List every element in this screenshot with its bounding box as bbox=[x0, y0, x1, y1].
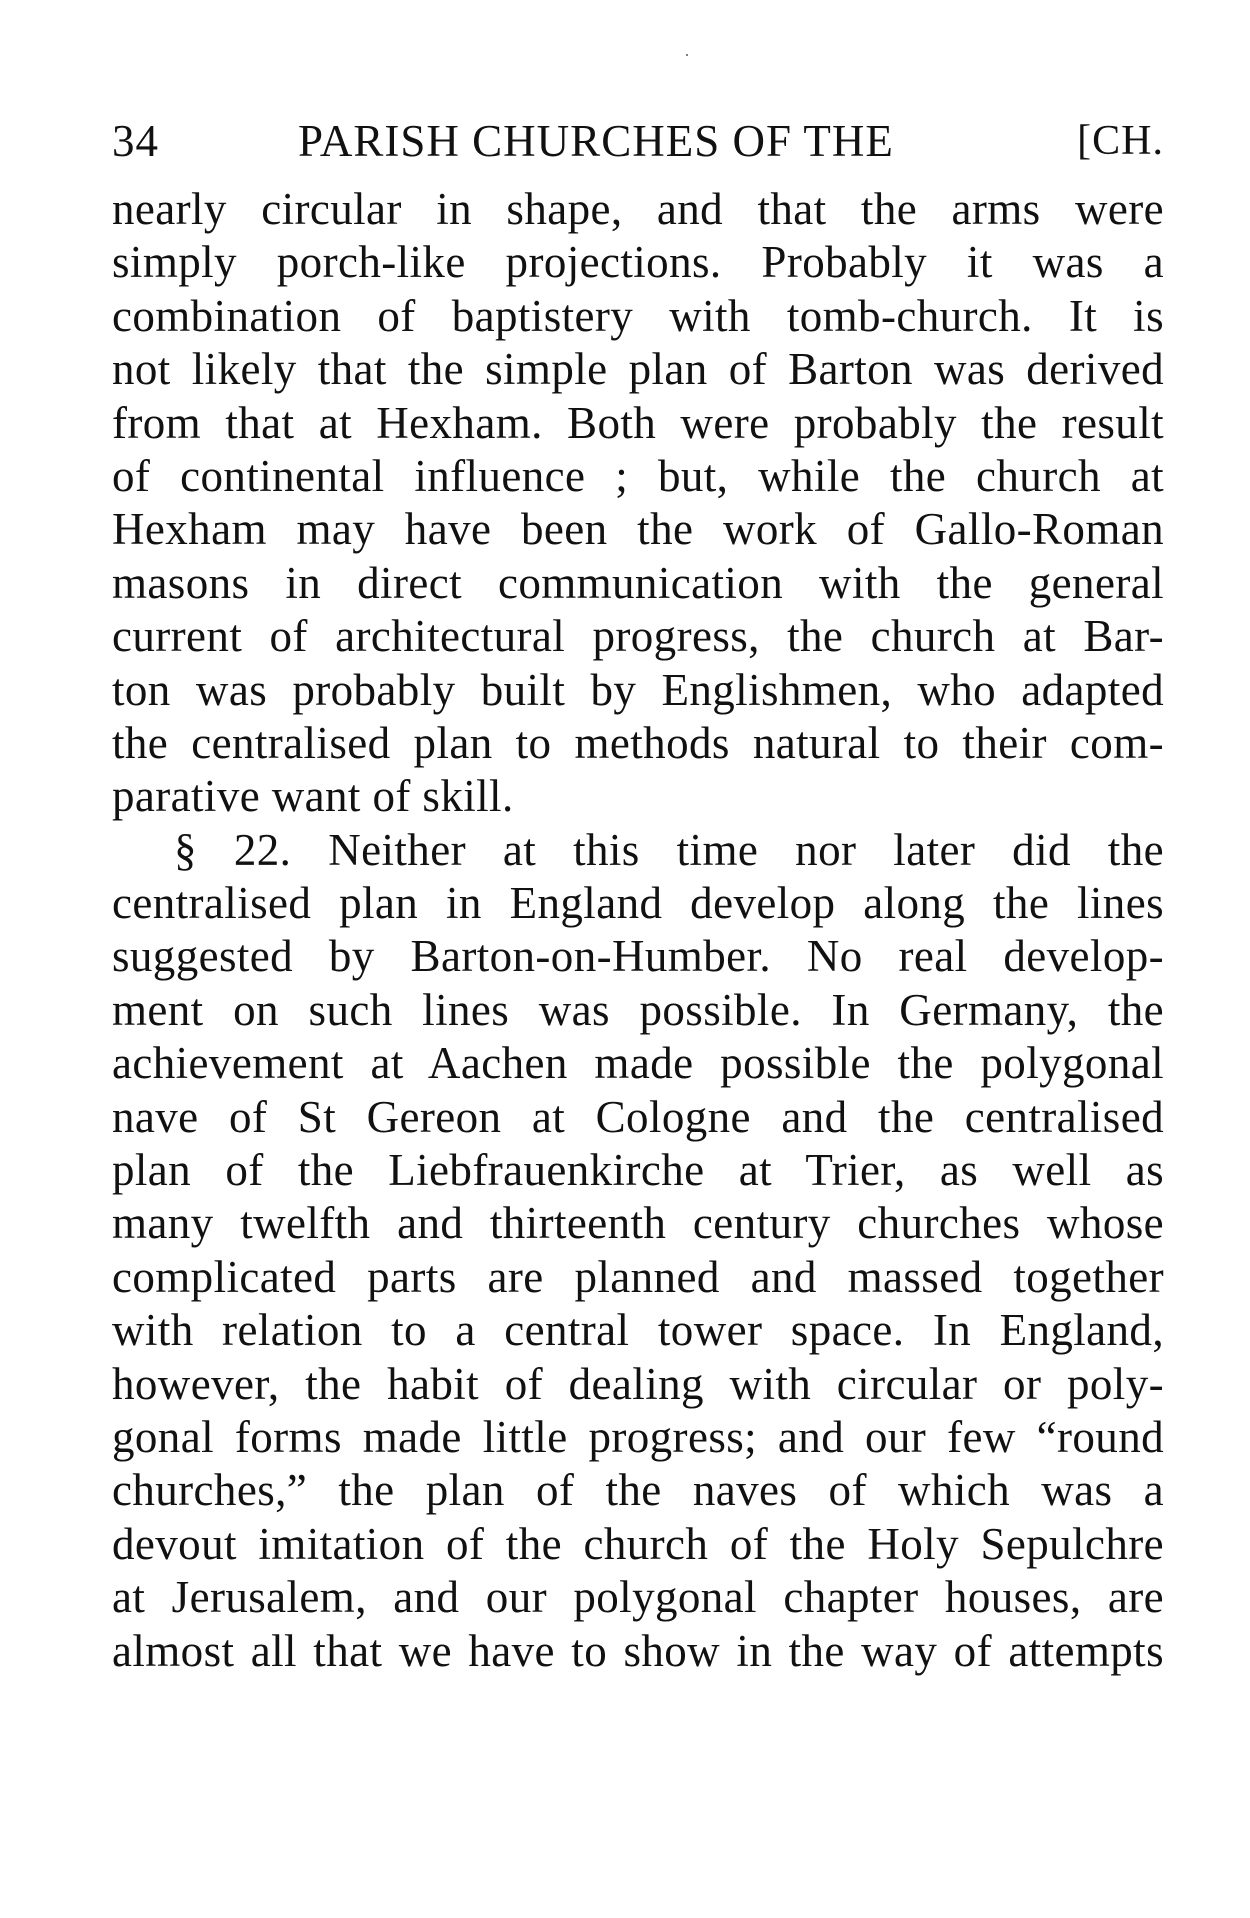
text-line: plan of the Liebfrauenkirche at Trier, as well as bbox=[112, 1145, 1164, 1196]
text-line: many twelfth and thirteenth century churches whose bbox=[112, 1198, 1164, 1249]
text-line: combination of baptistery with tomb-church. It is bbox=[112, 290, 1164, 341]
text-line: complicated parts are planned and massed together bbox=[112, 1251, 1164, 1302]
text-line: from that at Hexham. Both were probably the result bbox=[112, 397, 1164, 448]
text-line: centralised plan in England develop along the lines bbox=[112, 878, 1164, 929]
scan-speck bbox=[686, 54, 688, 56]
text-line: Hexham may have been the work of Gallo-Roman bbox=[112, 504, 1164, 555]
chapter-mark: [CH. bbox=[1077, 118, 1164, 164]
body-text bbox=[112, 183, 1164, 1678]
text-line: gonal forms made little progress; and our few “round bbox=[112, 1411, 1164, 1462]
text-line: nearly circular in shape, and that the arms were bbox=[112, 184, 1164, 234]
text-line: ton was probably built by Englishmen, who adapted bbox=[112, 664, 1164, 715]
text-line: churches,” the plan of the naves of which was a bbox=[112, 1465, 1164, 1516]
text-line: not likely that the simple plan of Barton was derived bbox=[112, 344, 1164, 395]
text-line: simply porch-like projections. Probably it was a bbox=[112, 237, 1164, 288]
text-line: ment on such lines was possible. In Germany, the bbox=[112, 984, 1164, 1035]
text-line: suggested by Barton-on-Humber. No real develop- bbox=[112, 931, 1164, 982]
section-start-line: § 22. Neither at this time nor later did the bbox=[174, 824, 1164, 875]
paragraph-end-line: parative want of skill. bbox=[112, 771, 514, 822]
text-line: almost all that we have to show in the way of attempts bbox=[112, 1625, 1164, 1676]
text-line: achievement at Aachen made possible the polygonal bbox=[112, 1038, 1164, 1089]
text-line: however, the habit of dealing with circular or poly- bbox=[112, 1358, 1164, 1409]
text-line: of continental influence ; but, while the church at bbox=[112, 450, 1164, 501]
page-number: 34 bbox=[112, 116, 159, 166]
text-line: masons in direct communication with the general bbox=[112, 557, 1164, 608]
text-line: current of architectural progress, the church at Bar- bbox=[112, 611, 1164, 662]
text-line: at Jerusalem, and our polygonal chapter houses, are bbox=[112, 1572, 1164, 1623]
text-line: nave of St Gereon at Cologne and the centralised bbox=[112, 1091, 1164, 1142]
running-title: PARISH CHURCHES OF THE bbox=[298, 116, 894, 166]
text-line: devout imitation of the church of the Holy Sepulchre bbox=[112, 1518, 1164, 1569]
text-line: the centralised plan to methods natural to their com- bbox=[112, 717, 1164, 768]
running-header bbox=[112, 116, 1164, 166]
text-line: with relation to a central tower space. In England, bbox=[112, 1305, 1164, 1356]
